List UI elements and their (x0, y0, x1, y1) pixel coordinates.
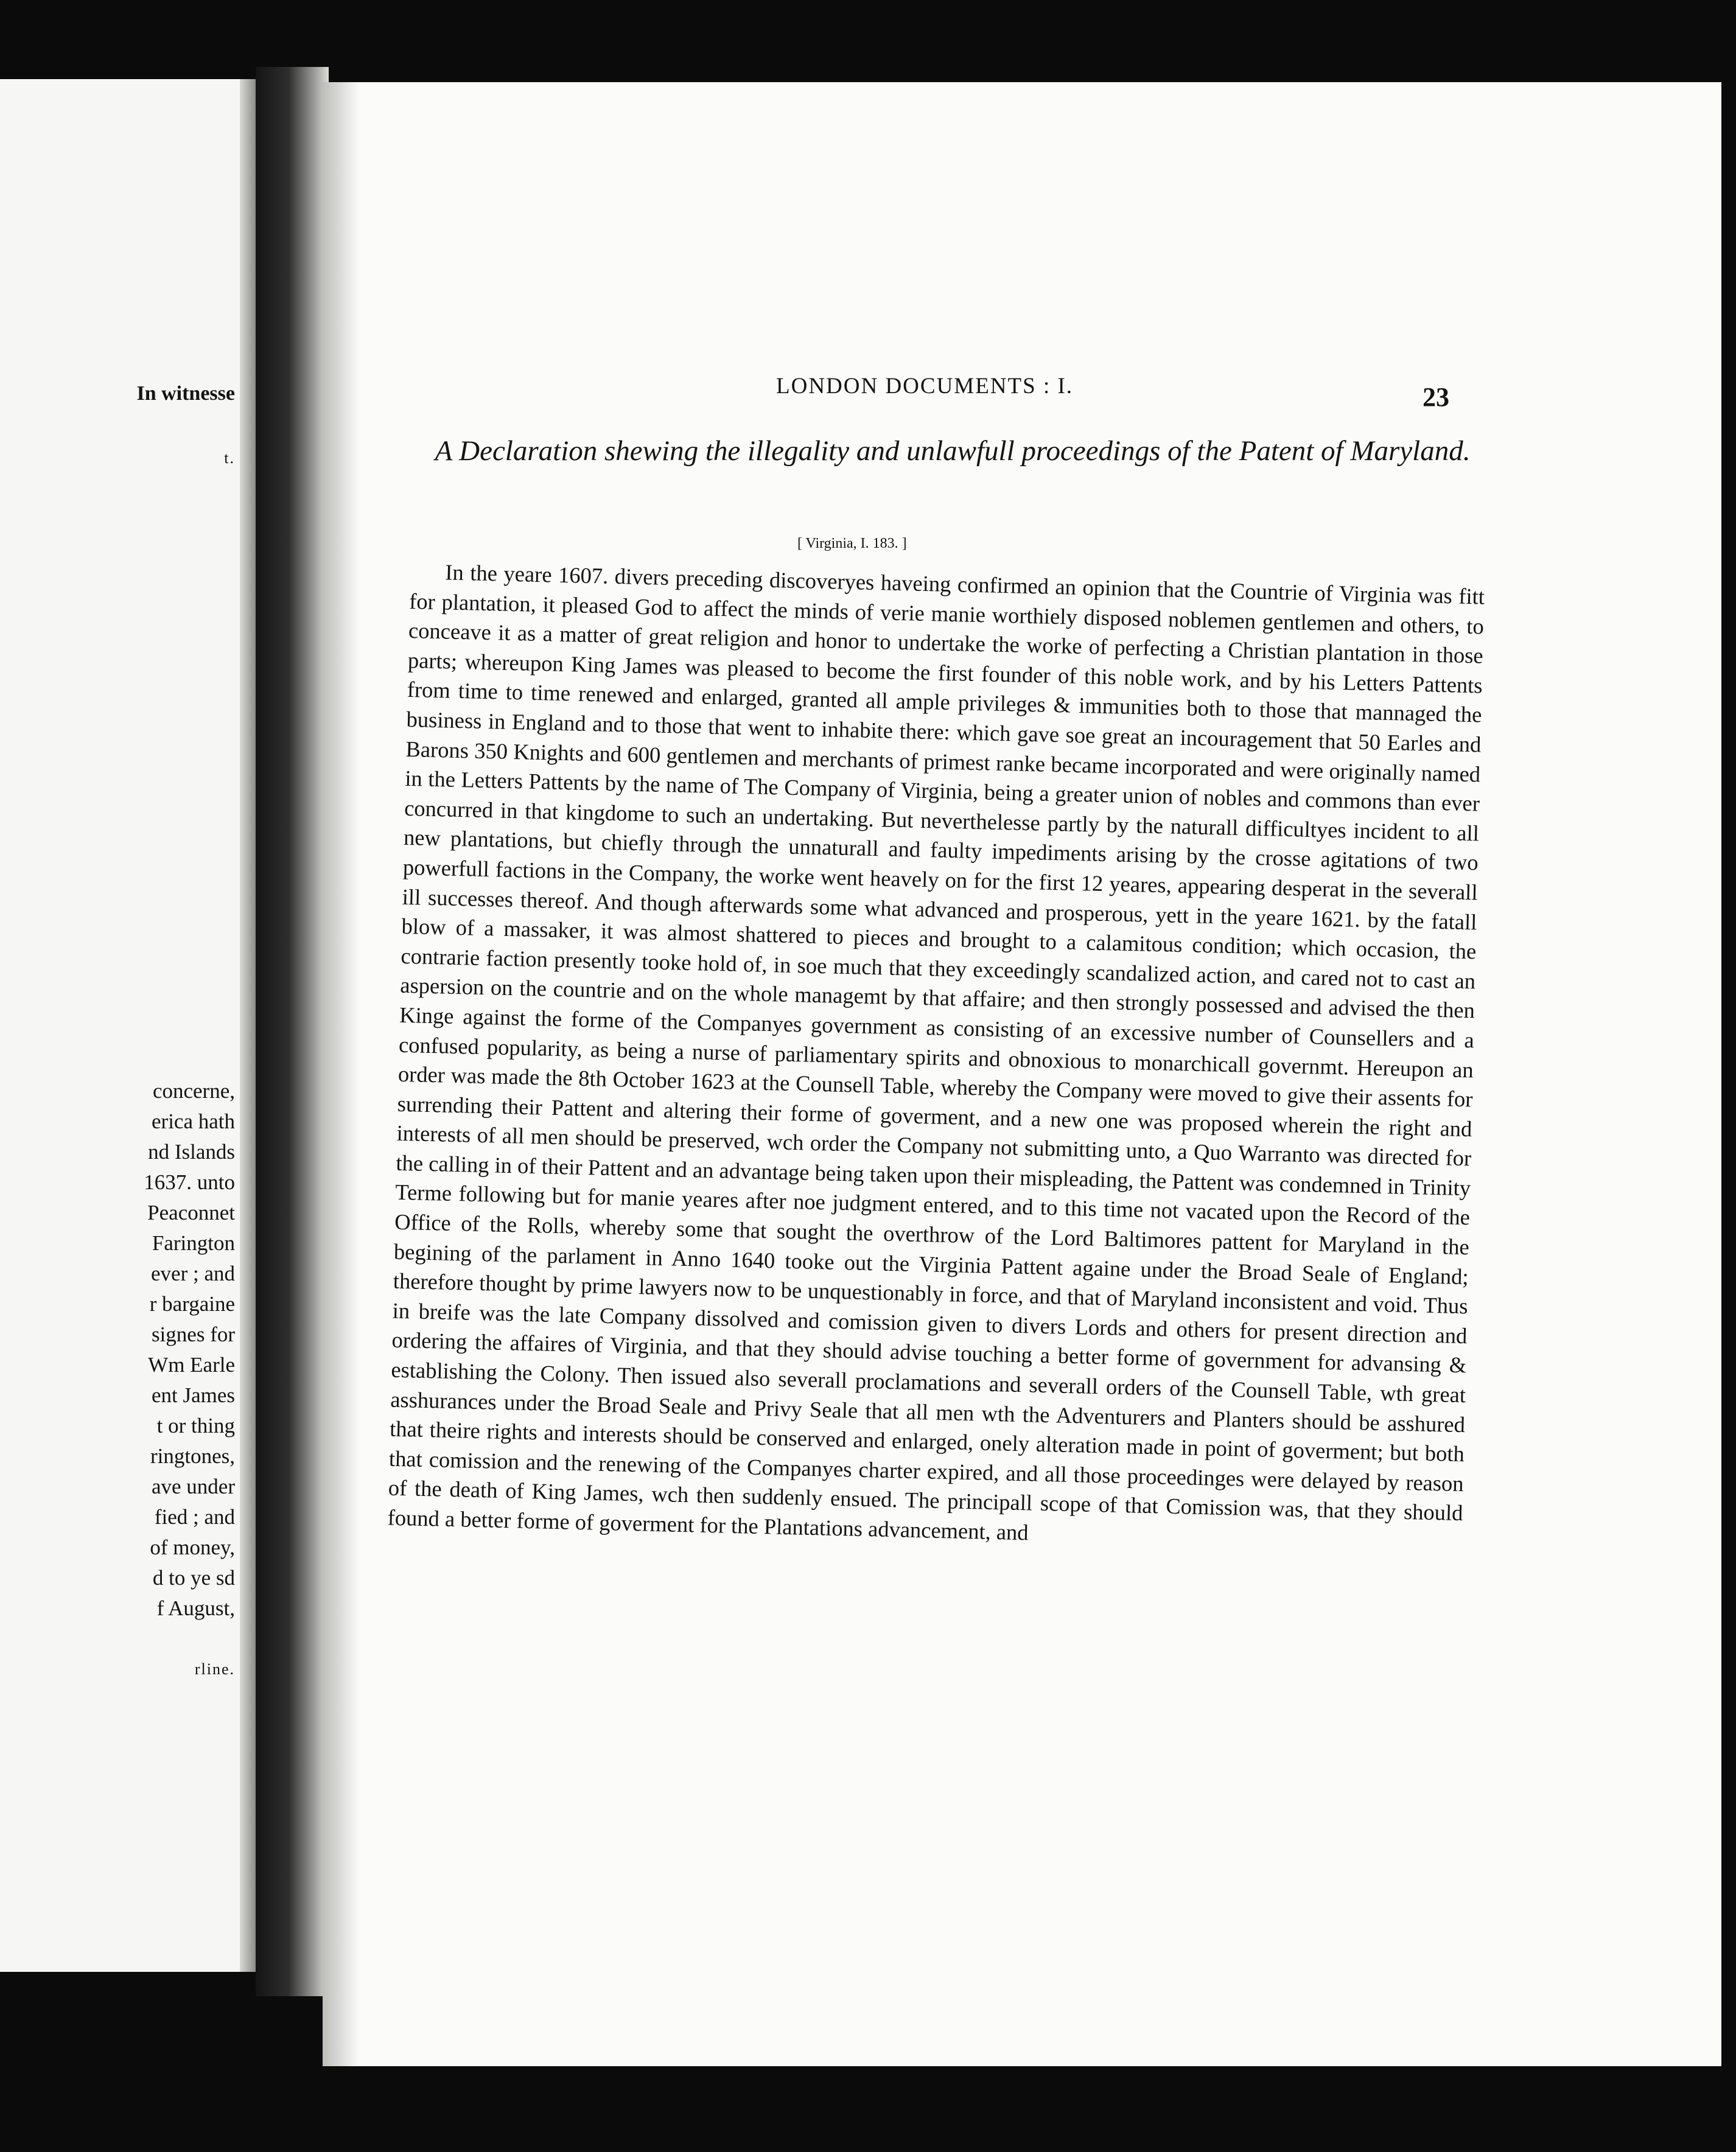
left-line: ringtones, (150, 1444, 235, 1468)
left-line: signes for (151, 1322, 235, 1346)
left-page-edge (240, 79, 256, 1972)
body-text (387, 557, 1485, 1558)
book-gutter (256, 67, 329, 1996)
right-page (323, 82, 1721, 2066)
left-line: nd Islands (148, 1140, 235, 1164)
left-line: t or thing (156, 1414, 235, 1438)
left-line: rline. (194, 1660, 235, 1678)
left-line: r bargaine (149, 1292, 235, 1316)
left-line: fied ; and (154, 1505, 235, 1529)
page-header (323, 373, 1721, 410)
document-title: A Declaration shewing the illegality and unlawfull proceedings of the Patent of Maryland. (435, 435, 1471, 467)
left-line: of money, (150, 1535, 235, 1559)
left-line: Wm Earle (148, 1353, 235, 1377)
page-number: 23 (1423, 382, 1449, 412)
left-line: Peaconnet (147, 1201, 235, 1224)
left-line: f August, (156, 1596, 235, 1620)
left-line: t. (224, 449, 235, 467)
running-head: LONDON DOCUMENTS : I. (776, 374, 1074, 399)
body-paragraph: In the yeare 1607. divers preceding discoveryes haveing confirmed an opinion that the Countrie of Virginia was fitt for plantation, it pleased God to affect the minds of verie manie worthiely disposed noblemen gentlemen and others, to conceave it as a matter of great religion and honor to undertake the worke of perfecting a Christian plantation in those parts; whereupon King James was pleased to become the first founder of this noble work, and by his Letters Pattents from time to time renewed and enlarged, granted all ample privileges & immunities both to those that mannaged the business in England and to those that went to inhabite there: which gave soe great an incouragement that 50 Earles and Barons 350 Knights and 600 gentlemen and merchants of primest ranke became incorporated and were originally named in the Letters Pattents by the name of The Company of Virginia, being a greater union of nobles and commons than ever concurred in that kingdome to such an undertaking. But neverthelesse partly by the naturall difficultyes incident to all new plantations, but chiefly through the unnaturall and faulty impediments arising by the crosse agitations of two powerfull factions in the Company, the worke went heavely on for the first 12 yeares, appearing desperat in the severall ill successes thereof. And though afterwards some what advanced and prosperous, yett in the yeare 1621. by the fatall blow of a massaker, it was almost shattered to pieces and brought to a calamitous condition; which occasion, the contrarie faction presently tooke hold of, in soe much that they exceedingly scandalized action, and cared not to cast an aspersion on the countrie and on the whole managemt by that affaire; and then strongly possessed and advised the then Kinge against the forme of the Companyes government as consisting of an excessive number of Counsellers and a confused popularity, as being a nurse of parliamentary spirits and obnoxious to monarchicall governmt. Hereupon an order was made the 8th October 1623 at the Counsell Table, whereby the Company were moved to give their assents for surrending their Pattent and altering their forme of goverment, and a new one was proposed wherein the right and interests of all men should be preserved, wch order the Company not submitting unto, a Quo Warranto was directed for the calling in of their Pattent and an advantage being taken upon their mispleading, the Pattent was condemned in Trinity Terme following but for manie yeares after noe judgment entered, and to this time not vacated upon the Record of the Office of the Rolls, whereby some that sought the overthrow of the Lord Baltimores pattent for Maryland in the begining of the parlament in Anno 1640 tooke out the Virginia Pattent againe under the Broad Seale of England; therefore thought by prime lawyers now to be unquestionably in force, and that of Maryland inconsistent and void. Thus in breife was the late Company dissolved and comission given to divers Lords and others for present direction and ordering the affaires of Virginia, and that they should advise touching a better forme of government for advansing & establishing the Colony. Then issued also severall proclamations and severall orders of the Counsell Table, wth great asshurances under the Broad Seale and Privy Seale that all men wth the Adventurers and Planters should be asshured that theire rights and interests should be conserved and enlarged, onely alteration made in point of goverment; but both that comission and the renewing of the Companyes charter expired, and all those proceedinges were delayed by reason of the death of King James, wch then suddenly ensued. The principall scope of that Comission was, that they should found a better forme of goverment for the Plantations advancement, and (387, 559, 1485, 1545)
left-line: 1637. unto (144, 1170, 235, 1194)
left-line: erica hath (152, 1109, 235, 1133)
left-line: ever ; and (151, 1262, 235, 1285)
left-line: ent James (151, 1383, 235, 1407)
left-line: In witnesse (136, 382, 235, 405)
left-line: concerne, (152, 1079, 235, 1103)
left-line: Farington (152, 1231, 235, 1255)
source-reference: [ Virginia, I. 183. ] (797, 536, 907, 551)
left-line: ave under (151, 1475, 235, 1498)
left-page-fragment (0, 79, 256, 1972)
left-line: d to ye sd (152, 1566, 235, 1590)
